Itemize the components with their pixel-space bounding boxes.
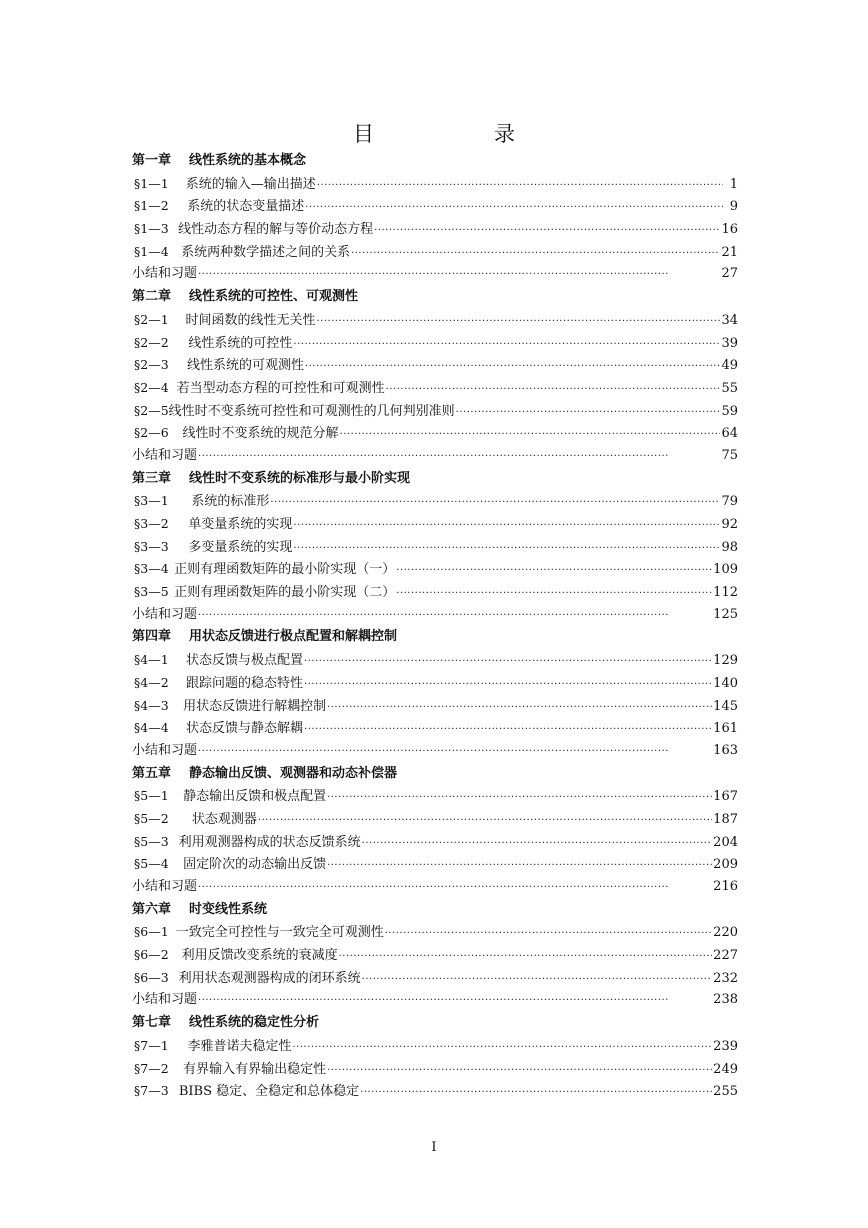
dot-leader: [396, 559, 712, 583]
title-char-left: 目: [353, 122, 374, 146]
dot-leader: [305, 196, 723, 220]
section-title: 正则有理函数矩阵的最小阶实现（二）: [174, 585, 396, 601]
page-ref: 239: [713, 1038, 738, 1054]
page-ref: 216: [713, 879, 738, 894]
page-ref: 109: [713, 562, 738, 578]
dot-leader: [327, 1059, 712, 1083]
toc-section-entry[interactable]: [132, 218, 738, 241]
toc-section-entry[interactable]: [132, 377, 738, 400]
section-number: §2—2: [134, 334, 169, 350]
page-ref: 34: [721, 312, 738, 328]
section-title: 多变量系统的实现: [188, 539, 293, 555]
section-number: §2—5: [134, 402, 169, 418]
section-title: 跟踪问题的稳态特性: [186, 675, 304, 691]
dot-leader: [316, 310, 720, 334]
section-number: §4—4: [134, 720, 169, 736]
section-number: §1—2: [134, 198, 169, 214]
dot-leader: [304, 718, 712, 742]
page-ref: 1: [729, 176, 738, 192]
page-ref: 125: [713, 606, 738, 622]
toc-section-entry[interactable]: [132, 241, 738, 264]
section-number: §5—2: [134, 810, 169, 826]
page-ref: 167: [713, 789, 738, 805]
chapter-title: 时变线性系统: [189, 901, 268, 917]
chapter-number: 第五章: [132, 765, 172, 781]
section-title: 小结和习题: [132, 742, 198, 758]
page-ref: 21: [721, 244, 738, 260]
section-number: §2—4: [134, 379, 169, 395]
section-title: 系统两种数学描述之间的关系: [181, 244, 351, 260]
toc-section-entry[interactable]: [132, 717, 738, 740]
section-title: BIBS 稳定、全稳定和总体稳定: [178, 1084, 360, 1100]
toc-section-entry[interactable]: [132, 581, 738, 604]
chapter-title: 用状态反馈进行极点配置和解耦控制: [189, 629, 398, 645]
page-ref: 129: [713, 653, 738, 669]
dot-leader: [456, 401, 721, 425]
dot-leader: [198, 989, 712, 1013]
page-ref: 79: [721, 494, 738, 510]
dot-leader: [304, 650, 712, 674]
page-ref: 161: [713, 721, 738, 737]
section-title: 固定阶次的动态输出反馈: [183, 857, 327, 873]
section-number: §3—2: [134, 516, 169, 531]
page-ref: 238: [713, 992, 738, 1008]
toc-section-entry[interactable]: [132, 1080, 738, 1103]
section-title: 李雅普诺夫稳定性: [187, 1038, 292, 1054]
chapter-heading[interactable]: [132, 626, 738, 649]
dot-leader: [305, 355, 721, 379]
toc-section-entry[interactable]: [132, 853, 738, 876]
dot-leader: [374, 219, 720, 243]
chapter-heading[interactable]: [132, 1012, 738, 1035]
page-ref: 59: [721, 403, 738, 419]
toc-summary-entry[interactable]: [132, 876, 738, 899]
toc-summary-entry[interactable]: [132, 989, 738, 1012]
section-title: 线性系统的可控性: [188, 335, 293, 351]
toc-section-entry[interactable]: [132, 695, 738, 718]
toc-section-entry[interactable]: [132, 944, 738, 967]
page-ref: 227: [713, 948, 738, 964]
section-number: §7—1: [134, 1037, 169, 1053]
chapter-number: 第一章: [132, 153, 172, 168]
section-title: 小结和习题: [132, 447, 198, 463]
section-title: 状态反馈与静态解耦: [186, 721, 304, 737]
chapter-number: 第六章: [132, 901, 172, 917]
section-number: §6—2: [134, 947, 169, 963]
chapter-title: 线性时不变系统的标准形与最小阶实现: [189, 470, 411, 486]
dot-leader: [396, 582, 712, 606]
page-ref: 204: [713, 834, 738, 850]
section-title: 时间函数的线性无关性: [185, 312, 316, 328]
toc-section-entry[interactable]: [132, 536, 738, 559]
page-ref: 249: [713, 1061, 738, 1077]
section-number: §6—3: [134, 969, 169, 985]
section-number: §3—4: [134, 561, 169, 577]
chapter-heading[interactable]: [132, 468, 738, 491]
chapter-number: 第四章: [132, 629, 172, 645]
dot-leader: [360, 1081, 712, 1105]
section-number: §5—4: [134, 856, 169, 872]
dot-leader: [293, 514, 720, 538]
dot-leader: [258, 809, 712, 833]
chapter-heading[interactable]: [132, 763, 738, 786]
chapter-heading[interactable]: [132, 899, 738, 922]
dot-leader: [317, 174, 723, 198]
section-title: 小结和习题: [132, 879, 198, 894]
section-number: §1—3: [134, 221, 169, 237]
page-number: I: [431, 1140, 437, 1155]
page-ref: 220: [713, 925, 738, 941]
section-title: 若当型动态方程的可控性和可观测性: [176, 380, 385, 396]
toc-section-entry[interactable]: [132, 649, 738, 672]
chapter-title: 静态输出反馈、观测器和动态补偿器: [189, 765, 398, 781]
toc-summary-entry[interactable]: [132, 740, 738, 763]
section-title: 系统的状态变量描述: [187, 199, 305, 215]
section-title: 线性时不变系统可控性和可观测性的几何判别准则: [168, 403, 455, 419]
dot-leader: [293, 1036, 713, 1060]
dot-leader: [198, 445, 720, 469]
page-ref: 255: [713, 1084, 738, 1100]
toc-section-entry[interactable]: [132, 672, 738, 695]
dot-leader: [293, 537, 720, 561]
section-number: §4—1: [134, 652, 169, 668]
toc-summary-entry[interactable]: [132, 445, 738, 468]
section-title: 线性时不变系统的规范分解: [182, 426, 339, 442]
toc-section-entry[interactable]: [132, 309, 738, 332]
dot-leader: [198, 876, 712, 900]
section-title: 小结和习题: [132, 606, 198, 622]
dot-leader: [327, 696, 712, 720]
dot-leader: [198, 740, 712, 764]
chapter-heading[interactable]: [132, 150, 738, 173]
chapter-number: 第七章: [132, 1015, 172, 1031]
section-number: §3—1: [134, 493, 169, 509]
section-number: §1—1: [134, 175, 169, 191]
page-ref: 163: [713, 742, 738, 758]
chapter-title: 线性系统的稳定性分析: [189, 1015, 320, 1031]
page-ref: 92: [721, 517, 738, 532]
toc-section-entry[interactable]: [132, 831, 738, 854]
dot-leader: [198, 604, 712, 628]
section-title: 线性系统的可观测性: [186, 358, 304, 374]
page-ref: 64: [721, 426, 738, 442]
dot-leader: [339, 945, 713, 969]
dot-leader: [385, 922, 712, 946]
toc-section-entry[interactable]: [132, 967, 738, 990]
section-number: §1—4: [134, 243, 169, 259]
dot-leader: [362, 832, 713, 856]
table-of-contents: [132, 150, 738, 1103]
section-title: 正则有理函数矩阵的最小阶实现（一）: [174, 562, 396, 578]
chapter-number: 第二章: [132, 289, 172, 305]
page-ref: 209: [713, 857, 738, 873]
page-ref: 112: [713, 585, 738, 601]
toc-section-entry[interactable]: [132, 195, 738, 218]
section-title: 单变量系统的实现: [188, 517, 293, 532]
dot-leader: [270, 491, 720, 515]
section-title: 利用观测器构成的状态反馈系统: [178, 834, 361, 850]
page-ref: 145: [713, 698, 738, 714]
chapter-title: 线性系统的可控性、可观测性: [189, 289, 359, 305]
section-number: §2—6: [134, 425, 169, 441]
dot-leader: [340, 423, 721, 447]
toc-section-entry[interactable]: [132, 921, 738, 944]
dot-leader: [386, 378, 721, 402]
section-number: §7—3: [134, 1083, 169, 1099]
section-title: 一致完全可控性与一致完全可观测性: [175, 925, 384, 941]
section-number: §6—1: [134, 924, 169, 940]
dot-leader: [198, 263, 720, 287]
toc-section-entry[interactable]: [132, 490, 738, 513]
toc-section-entry[interactable]: [132, 173, 738, 196]
dot-leader: [351, 242, 720, 266]
section-title: 状态观测器: [191, 811, 257, 827]
chapter-number: 第三章: [132, 470, 172, 486]
toc-section-entry[interactable]: [132, 354, 738, 377]
section-title: 有界输入有界输出稳定性: [183, 1061, 327, 1077]
toc-summary-entry[interactable]: [132, 604, 738, 627]
page-ref: 16: [721, 222, 738, 238]
page-ref: 98: [721, 539, 738, 555]
section-title: 利用反馈改变系统的衰减度: [181, 948, 338, 964]
toc-section-entry[interactable]: [132, 400, 738, 423]
toc-section-entry[interactable]: [132, 808, 738, 831]
dot-leader: [293, 333, 720, 357]
toc-section-entry[interactable]: [132, 422, 738, 445]
section-number: §5—3: [134, 833, 169, 849]
section-number: §5—1: [134, 788, 169, 804]
section-number: §4—3: [134, 697, 169, 713]
section-number: §3—5: [134, 584, 169, 600]
dot-leader: [362, 968, 713, 992]
page-ref: 140: [713, 675, 738, 691]
page-ref: 55: [721, 380, 738, 396]
dot-leader: [327, 854, 712, 878]
dot-leader: [304, 673, 712, 697]
toc-summary-entry[interactable]: [132, 263, 738, 286]
section-title: 利用状态观测器构成的闭环系统: [178, 970, 361, 986]
page-ref: 187: [713, 811, 738, 827]
page-ref: 27: [721, 266, 738, 282]
toc-section-entry[interactable]: [132, 513, 738, 536]
section-number: §3—3: [134, 538, 169, 554]
section-title: 状态反馈与极点配置: [186, 653, 304, 669]
section-title: 系统的标准形: [191, 494, 270, 510]
section-number: §2—1: [134, 311, 169, 327]
page-ref: 75: [721, 447, 738, 463]
section-number: §2—3: [134, 357, 169, 373]
section-title: 用状态反馈进行解耦控制: [183, 698, 327, 714]
toc-section-entry[interactable]: [132, 785, 738, 808]
section-title: 小结和习题: [132, 992, 198, 1008]
chapter-heading[interactable]: [132, 286, 738, 309]
page-ref: 49: [721, 358, 738, 374]
toc-section-entry[interactable]: [132, 558, 738, 581]
page-ref: 39: [721, 335, 738, 351]
section-number: §4—2: [134, 674, 169, 690]
page-title: [0, 118, 868, 148]
title-char-right: 录: [494, 122, 515, 146]
section-title: 系统的输入—输出描述: [185, 176, 316, 192]
toc-section-entry[interactable]: [132, 1035, 738, 1058]
section-title: 小结和习题: [132, 266, 198, 282]
toc-section-entry[interactable]: [132, 1058, 738, 1081]
toc-section-entry[interactable]: [132, 332, 738, 355]
dot-leader: [327, 786, 712, 810]
page-ref: 232: [713, 970, 738, 986]
chapter-title: 线性系统的基本概念: [189, 153, 307, 168]
section-title: 线性动态方程的解与等价动态方程: [178, 222, 374, 238]
section-title: 静态输出反馈和极点配置: [183, 789, 327, 805]
section-number: §7—2: [134, 1060, 169, 1076]
page-ref: 9: [729, 199, 738, 215]
